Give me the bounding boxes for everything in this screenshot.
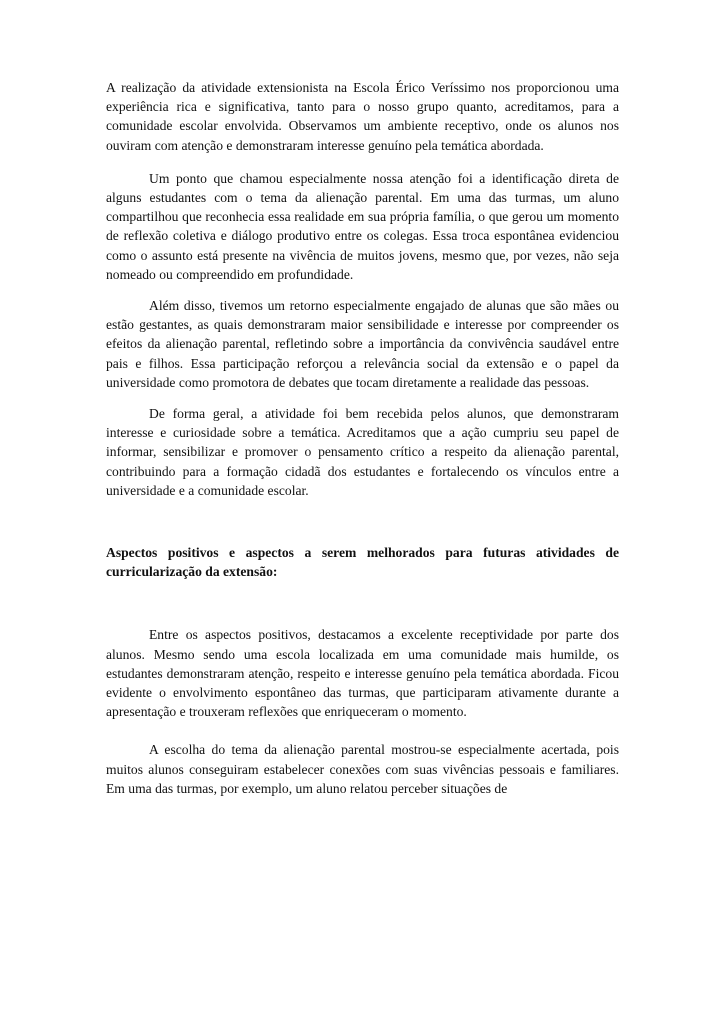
paragraph-intro-2: Um ponto que chamou especialmente nossa atenção foi a identificação direta de alguns estudantes com o tema da alienação parental. Em uma das turmas, um aluno compartilhou que reconhecia essa realidade em sua própria família, o que gerou um momento de reflexão coletiva e diálogo produtivo entre os colegas. Essa troca espontânea evidenciou como o assunto está presente na vivência de muitos jovens, mesmo que, por vezes, não seja nomeado ou compreendido em profundidade. bbox=[106, 170, 619, 282]
document-body bbox=[106, 78, 619, 798]
paragraph-intro-3: Além disso, tivemos um retorno especialmente engajado de alunas que são mães ou estão gestantes, as quais demonstraram maior sensibilidade e interesse por compreender os efeitos da alienação parental, refletindo sobre a importância da convivência saudável entre pais e filhos. Essa participação reforçou a relevância social da extensão e o papel da universidade como promotora de debates que tocam diretamente a realidade das pessoas. bbox=[106, 298, 619, 390]
paragraph-intro-1: A realização da atividade extensionista na Escola Érico Veríssimo nos proporcionou uma experiência rica e significativa, tanto para o nosso grupo quanto, acreditamos, para a comunidade escolar envolvida. Observamos um ambiente receptivo, onde os alunos nos ouviram com atenção e demonstraram interesse genuíno pela temática abordada. bbox=[106, 80, 619, 153]
paragraph-section-2: A escolha do tema da alienação parental mostrou-se especialmente acertada, pois muitos alunos conseguiram estabelecer conexões com suas vivências pessoais e familiares. Em uma das turmas, por exemplo, um aluno relatou perceber situações de bbox=[106, 742, 619, 796]
section-heading: Aspectos positivos e aspectos a serem melhorados para futuras atividades de curricularização da extensão: bbox=[106, 545, 619, 580]
paragraph-section-1: Entre os aspectos positivos, destacamos a excelente receptividade por parte dos alunos. Mesmo sendo uma escola localizada em uma comunidade mais humilde, os estudantes demonstraram atenção, respeito e interesse genuíno pela temática abordada. Ficou evidente o envolvimento espontâneo das turmas, que participaram ativamente durante a apresentação e trouxeram reflexões que enriqueceram o momento. bbox=[106, 627, 619, 720]
paragraph-intro-4: De forma geral, a atividade foi bem recebida pelos alunos, que demonstraram interesse e curiosidade sobre a temática. Acreditamos que a ação cumpriu seu papel de informar, sensibilizar e promover o pensamento crítico a respeito da alienação parental, contribuindo para a formação cidadã dos estudantes e fortalecendo os vínculos entre a universidade e a comunidade escolar. bbox=[106, 406, 619, 498]
